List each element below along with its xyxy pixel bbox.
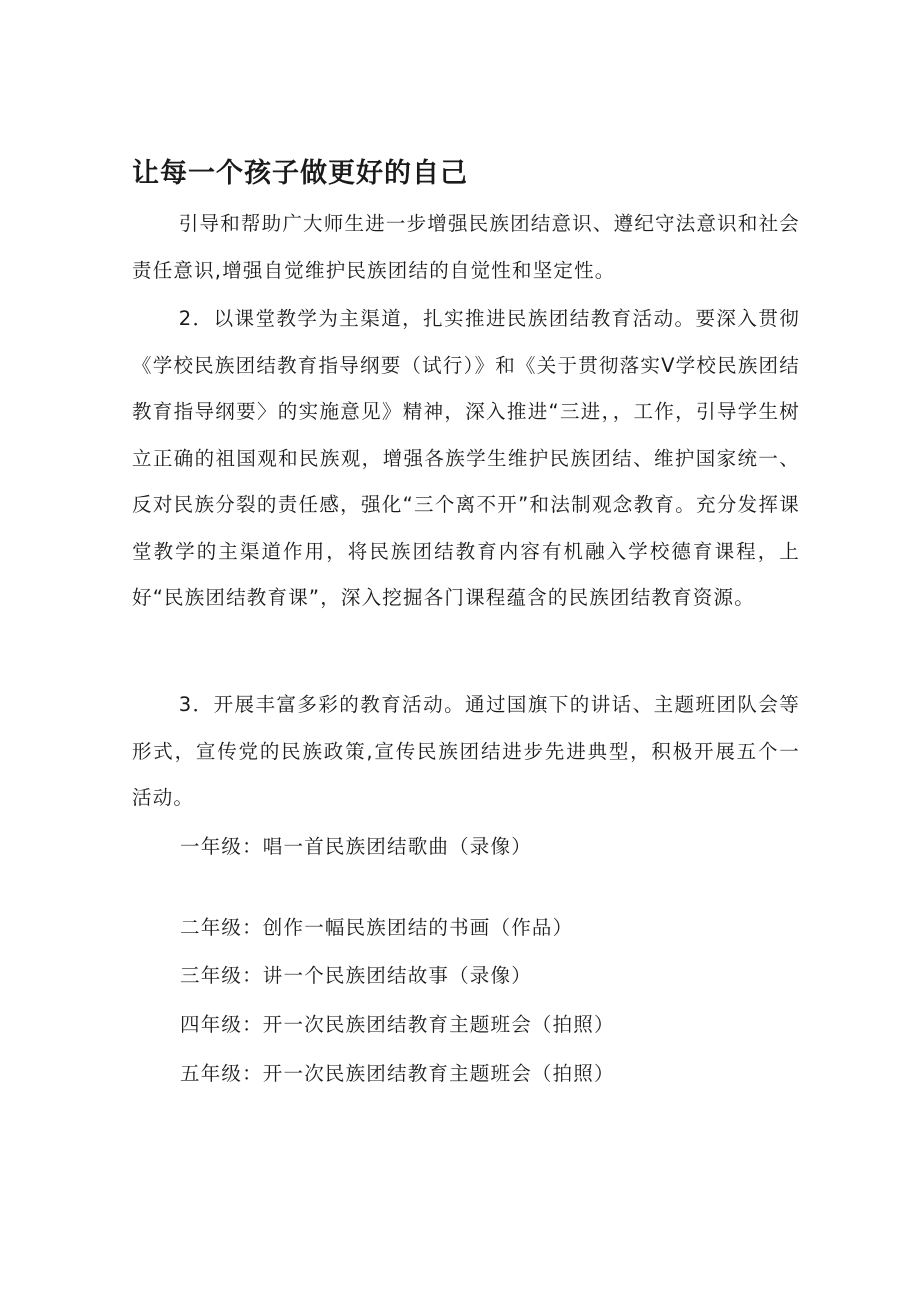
grade-line-4: 四年级：开一次民族团结教育主题班会（拍照） bbox=[180, 1013, 615, 1036]
paragraph-item-3: 3．开展丰富多彩的教育活动。通过国旗下的讲话、主题班团队会等形式，宣传党的民族政策,宣传民族团结进步先进典型，积极开展五个一活动。 bbox=[132, 693, 800, 809]
paragraph-item-2: 2．以课堂教学为主渠道，扎实推进民族团结教育活动。要深入贯彻《学校民族团结教育指导纲要（试行）》和《关于贯彻落实Ⅴ学校民族团结教育指导纲要〉的实施意见》精神，深入推进“三进，，工作，引导学生树立正确的祖国观和民族观，增强各族学生维护民族团结、维护国家统一、反对民族分裂的责任感，强化“三个离不开”和法制观念教育。充分发挥课堂教学的主渠道作用，将民族团结教育内容有机融入学校德育课程，上好“民族团结教育课”，深入挖掘各门课程蕴含的民族团结教育资源。 bbox=[132, 307, 800, 609]
grade-line-2: 二年级：创作一幅民族团结的书画（作品） bbox=[180, 916, 574, 939]
grade-line-1: 一年级：唱一首民族团结歌曲（录像） bbox=[180, 835, 532, 858]
paragraph-intro: 引导和帮助广大师生进一步增强民族团结意识、遵纪守法意识和社会责任意识,增强自觉维护民族团结的自觉性和坚定性。 bbox=[132, 212, 800, 282]
grade-line-5: 五年级：开一次民族团结教育主题班会（拍照） bbox=[180, 1062, 615, 1085]
grade-line-3: 三年级：讲一个民族团结故事（录像） bbox=[180, 964, 532, 987]
document-title: 让每一个孩子做更好的自己 bbox=[132, 158, 468, 189]
